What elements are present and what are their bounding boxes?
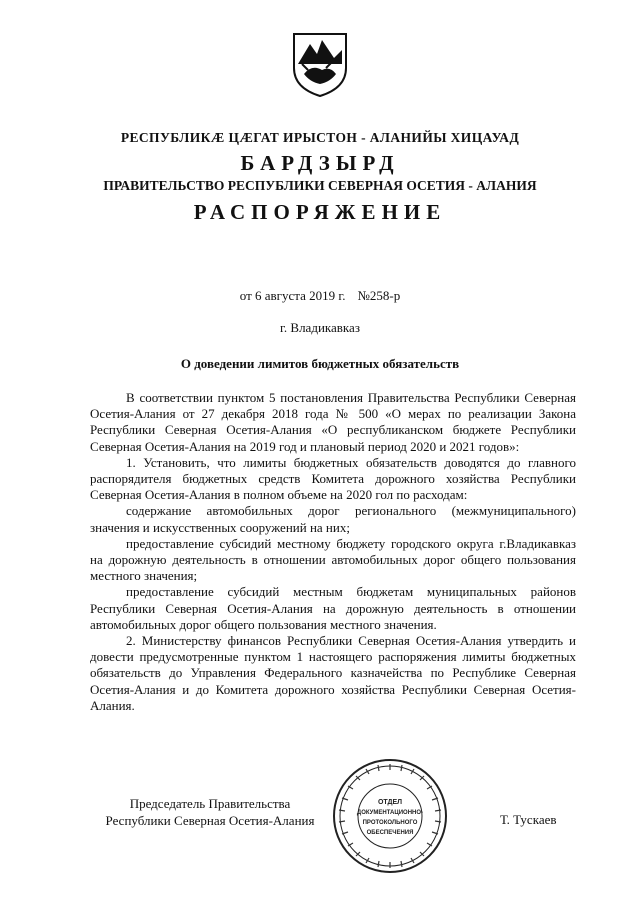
document-date: от 6 августа 2019 г.: [239, 288, 346, 303]
document-city: г. Владикавказ: [280, 320, 360, 335]
paragraph: В соответствии пунктом 5 постановления Правительства Республики Северная Осетия-Алания от 27 декабря 2018 года № 500 «О мерах по реализации Закона Республики Северная Осетия-Алания «О республиканском бюджете Республики Северная Осетия-Алания на 2019 год и плановый период 2020 и 2021 годов»:: [90, 390, 576, 454]
stamp-text: ПРОТОКОЛЬНОГО: [362, 820, 418, 826]
signatory-position-line: Председатель Правительства: [129, 796, 291, 811]
stamp-text: ДОКУМЕНТАЦИОННО-: [356, 810, 424, 816]
document-subject: О доведении лимитов бюджетных обязательств: [180, 356, 460, 371]
ossetian-doc-type-heading: БАРДЗЫРД: [240, 151, 400, 175]
coat-of-arms-emblem: [290, 30, 350, 98]
signatory-name: Т. Тускаев: [500, 812, 557, 827]
document-number: №258-р: [357, 288, 401, 303]
signatory-position-line: Республики Северная Осетия-Алания: [105, 813, 315, 828]
official-stamp: [330, 756, 450, 876]
paragraph: 1. Установить, что лимиты бюджетных обязательств доводятся до главного распорядителя бюджетных средств Комитета дорожного хозяйства Республики Северная Осетия-Алания в полном объеме на 2020 гол по расходам:: [90, 454, 576, 503]
government-heading: ПРАВИТЕЛЬСТВО РЕСПУБЛИКИ СЕВЕРНАЯ ОСЕТИЯ - АЛАНИЯ: [103, 178, 537, 193]
paragraph: предоставление субсидий местным бюджетам муниципальных районов Республики Северная Осетия-Алания на дорожную деятельность в отношении автомобильных дорог общего пользования местного значения.: [90, 584, 576, 632]
paragraph: 2. Министерству финансов Республики Северная Осетия-Алания утвердить и довести предусмотренные пунктом 1 настоящего распоряжения лимиты бюджетных обязательств до Управления Федерального казначейства по Республике Северная Осетия-Алания и до Комитета дорожного хозяйства Республики Северная Осетия-Алания.: [90, 633, 576, 713]
paragraph: предоставление субсидий местному бюджету городского округа г.Владикавказ на дорожную деятельность в отношении автомобильных дорог общего пользования местного значения;: [90, 535, 576, 584]
signatory-position: [90, 795, 330, 829]
stamp-text: ОБЕСПЕЧЕНИЯ: [366, 830, 414, 836]
paragraph: содержание автомобильных дорог регионального (межмуниципального) значения и искусственных сооружений на них;: [90, 503, 576, 535]
date-line: [0, 288, 640, 304]
stamp-text: ОТДЕЛ: [377, 799, 403, 806]
doc-type-heading: РАСПОРЯЖЕНИЕ: [193, 200, 447, 224]
ossetian-republic-heading: РЕСПУБЛИКӔ ЦӔГАТ ИРЫСТОН - АЛАНИЙЫ ХИЦАУАД: [120, 130, 520, 145]
document-body: [90, 390, 576, 714]
